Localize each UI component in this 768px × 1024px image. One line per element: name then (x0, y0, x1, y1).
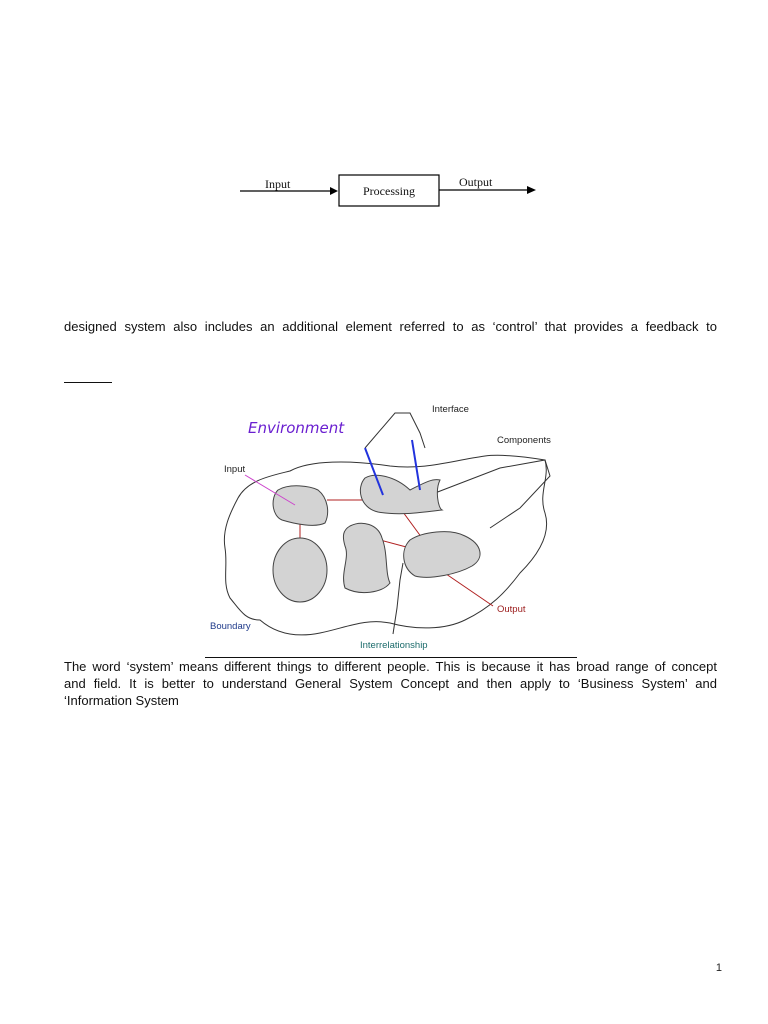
page-number: 1 (715, 962, 722, 974)
component-blob-circle (273, 538, 327, 602)
component-blob-output (404, 532, 480, 578)
output-label: Output (459, 175, 493, 189)
interrelationship-pointer-line (393, 563, 403, 634)
paragraph-control-feedback: designed system also includes an additional element referred to as ‘control’ that provides a feedback to (64, 319, 717, 334)
input-processing-output-diagram (230, 168, 550, 216)
component-blob-middle (343, 523, 390, 592)
environment-label: Environment (248, 419, 345, 437)
paragraph-system-line-2: and field. It is better to understand General System Concept and then apply to ‘Business System’ and (64, 676, 717, 691)
interrelationship-label: Interrelationship (360, 640, 428, 651)
input-label: Input (265, 177, 291, 191)
interface-bracket (365, 413, 425, 448)
input-arrow-head (330, 187, 338, 195)
boundary-label: Boundary (210, 621, 251, 632)
processing-label: Processing (363, 184, 415, 198)
components-label: Components (497, 435, 551, 446)
paragraph-system-line-1: The word ‘system’ means different things to different people. This is because it has broad range of concept (64, 659, 717, 674)
interface-label: Interface (432, 404, 469, 415)
components-pointer-line (435, 460, 550, 528)
component-blob-top (360, 475, 442, 513)
component-blob-input (273, 486, 328, 526)
system-environment-diagram (200, 398, 570, 656)
output-arrow-head (527, 186, 536, 194)
interface-line-right (412, 440, 420, 490)
blank-underline (64, 382, 112, 383)
paragraph-system-line-3: ‘Information System (64, 693, 179, 708)
output-diagram-label: Output (497, 604, 526, 615)
input-diagram-label: Input (224, 464, 246, 475)
